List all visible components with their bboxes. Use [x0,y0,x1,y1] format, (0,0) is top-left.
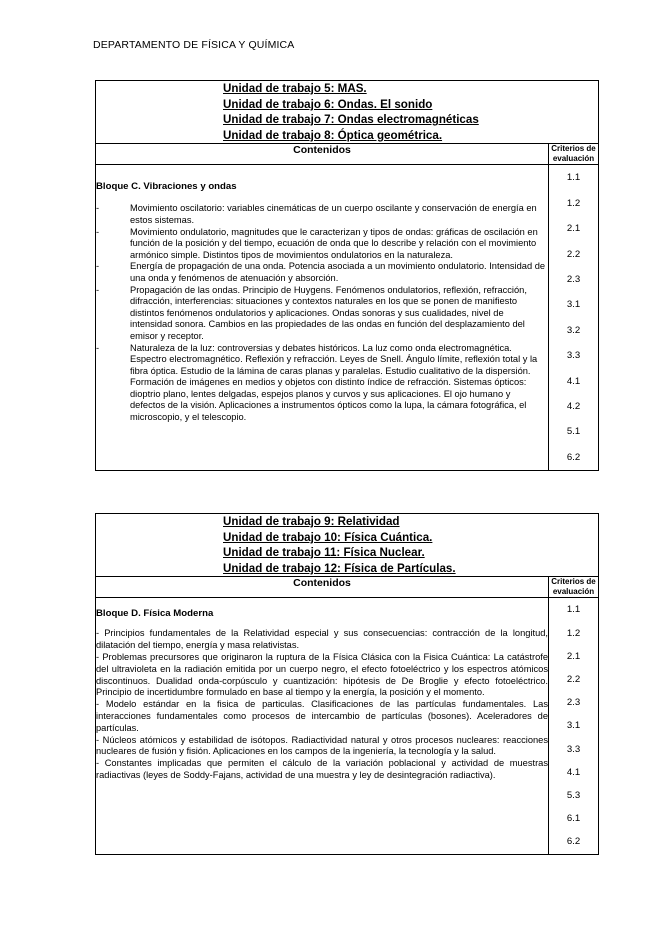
unit-title-text: Unidad de trabajo 11: Física Nuclear. [223,546,425,560]
criterios-cell [549,165,599,471]
criterio-item: 2.2 [566,673,581,685]
contenidos-cell [96,165,549,471]
unit-title-list [96,81,598,143]
criterio-item: 1.1 [566,172,581,184]
criterio-item: 6.2 [566,836,581,848]
table-title-row [96,81,599,144]
unit-title [96,97,598,113]
criterio-item: 4.1 [566,766,581,778]
column-header-criterios: Criterios de evaluación [549,144,599,165]
table-body-row [96,598,599,854]
spacer [96,192,548,203]
criterio-item: 6.1 [566,813,581,825]
table-body-row [96,165,599,471]
bloque-title: Bloque C. Vibraciones y ondas [96,181,237,193]
spacer [96,598,548,608]
unit-title-text: Unidad de trabajo 8: Óptica geométrica. [223,128,443,142]
criterio-item: 6.2 [566,451,581,463]
unit-title-text: Unidad de trabajo 9: Relatividad [223,515,400,528]
contenidos-list [96,628,548,781]
dash-bullet: - [96,203,100,214]
column-header-contenidos: Contenidos [96,577,549,598]
criterio-item: 5.3 [566,790,581,801]
unit-title-text: Unidad de trabajo 12: Física de Partículas. [223,561,456,575]
table-header-row [96,577,599,598]
criterio-item: 1.2 [566,627,581,639]
criterio-item: 2.1 [566,223,581,235]
unit-title-text: Unidad de trabajo 6: Ondas. El sonido [223,97,433,111]
dash-bullet: - [96,226,100,237]
unit-title [96,81,598,97]
criterios-list [549,165,598,470]
criterio-item: 2.1 [566,650,581,662]
criterio-item: 5.1 [566,426,581,438]
criterio-item: 3.3 [566,350,581,362]
unit-table-1 [95,80,599,471]
criterios-list [549,598,598,853]
criterio-item: 2.3 [566,697,581,709]
unit-title [96,112,598,128]
contenidos-list [96,203,548,423]
criterio-item: 1.2 [566,197,581,209]
list-item [96,285,548,343]
unit-title-text: Unidad de trabajo 5: MAS. [223,82,367,95]
contenidos-cell [96,598,549,854]
list-item-text: Formación de imágenes en medios y objetos con distinto índice de refracción. Sistemas ópticos: dioptrio plano, lentes delgadas, espejos planos y curvos y sus aplicaciones. El ojo humano y defectos de la visión. Aplicaciones a instrumentos ópticos como la lupa, la cámara fotográfica, el microscopio, y el telescopio. [130,377,527,423]
unit-titles-cell [96,81,599,144]
list-item [96,227,548,262]
unit-title-list [96,514,598,576]
list-item-text: Propagación de las ondas. Principio de Huygens. Fenómenos ondulatorios, reflexión, refracción, difracción, interferencias: situaciones y contextos naturales en los que se ponen de manifiesto distintos fenómenos ondulatorios y aplicaciones. Ondas sonoras y sus cualidades, nivel de intensidad sonora. Cambios en las propiedades de las ondas en función del desplazamiento del emisor y receptor. [130,284,527,341]
spacer [96,619,548,628]
criterios-cell [549,598,599,854]
list-item: - Problemas precursores que originaron la ruptura de la Física Clásica con la Fisica Cuántica: La catástrofe del ultravioleta en la radiación emitida por un cuerpo negro, el efecto fotoeléctrico y los espectros atómicos discontinuos. Dualidad onda-corpúsculo y cuantización: hipótesis de De Broglie y efecto fotoeléctrico. Principio de incertidumbre formulado en base al tiempo y la energía, la posición y el momento. [96,651,548,698]
department-header: DEPARTAMENTO DE FÍSICA Y QUÍMICA [93,39,295,51]
bloque-title: Bloque D. Física Moderna [96,608,214,620]
criterio-item: 3.1 [566,720,581,732]
list-item: - Constantes implicadas que permiten el cálculo de la variación poblacional y actividad de muestras radiactivas (leyes de Soddy-Fajans, actividad de una muestra y ley de desintegración radiactiva). [96,758,548,780]
unit-title-text: Unidad de trabajo 7: Ondas electromagnéticas [223,113,479,127]
unit-title [96,128,598,144]
list-item-text: Movimiento oscilatorio: variables cinemáticas de un cuerpo oscilante y conservación de energía en estos sistemas. [130,203,537,225]
criterio-item: 3.2 [566,324,581,336]
spacer [96,165,548,181]
list-item-text: Energía de propagación de una onda. Potencia asociada a un movimiento ondulatorio. Intensidad de una onda y fenómenos de atenuación y absorción. [130,261,546,283]
list-item: - Principios fundamentales de la Relatividad especial y sus consecuencias: contracción de la longitud, dilatación del tiempo, energía y masa relativistas. [96,628,548,651]
list-item-text: Movimiento ondulatorio, magnitudes que le caracterizan y tipos de ondas: gráficas de oscilación en función de la posición y del tiempo, ecuación de onda que lo describe y relación con el movimiento armónico simple. Distintos tipos de movimientos ondulatorios en la naturaleza. [130,226,538,260]
criterio-item: 2.3 [566,274,581,285]
column-header-criterios: Criterios de evaluación [549,577,599,598]
dash-bullet: - [96,261,100,272]
table-header-row [96,144,599,165]
criterio-item: 3.1 [566,299,581,311]
unit-title [96,545,598,561]
dash-bullet: - [96,284,100,295]
column-header-contenidos: Contenidos [96,144,549,165]
criterio-item: 2.2 [566,248,581,260]
criterio-item: 1.1 [566,604,581,616]
unit-title [96,530,598,546]
dash-bullet: - [96,342,100,353]
unit-table-2 [95,513,599,855]
criterio-item: 4.1 [566,375,581,387]
list-item-text: Naturaleza de la luz: controversias y debates históricos. La luz como onda electromagnética. Espectro electromagnético. Reflexión y refracción. Leyes de Snell. Ángulo límite, reflexión total y la fibra óptica. Estudio de la lámina de caras planas y paralelas. Estudio cualitativo de la dispersión. [130,342,538,376]
table-title-row [96,514,599,577]
criterio-item: 3.3 [566,743,581,755]
list-item [96,343,548,378]
unit-title [96,561,598,577]
unit-title [96,514,598,530]
list-item [96,261,548,284]
list-item [96,377,548,423]
list-item: - Modelo estándar en la fisica de particulas. Clasificaciones de las partículas fundamentales. Las interacciones fundamentales como procesos de intercambio de partículas (bosones). Aceleradores de partículas. [96,699,548,733]
unit-title-text: Unidad de trabajo 10: Física Cuántica. [223,530,433,544]
unit-titles-cell [96,514,599,577]
list-item [96,203,548,226]
list-item: - Núcleos atómicos y estabilidad de isótopos. Radiactividad natural y otros procesos nucleares: reacciones nucleares de fusión y fisión. Aplicaciones en los campos de la ingeniería, la tecnología y la salud. [96,734,548,757]
criterio-item: 4.2 [566,401,581,413]
